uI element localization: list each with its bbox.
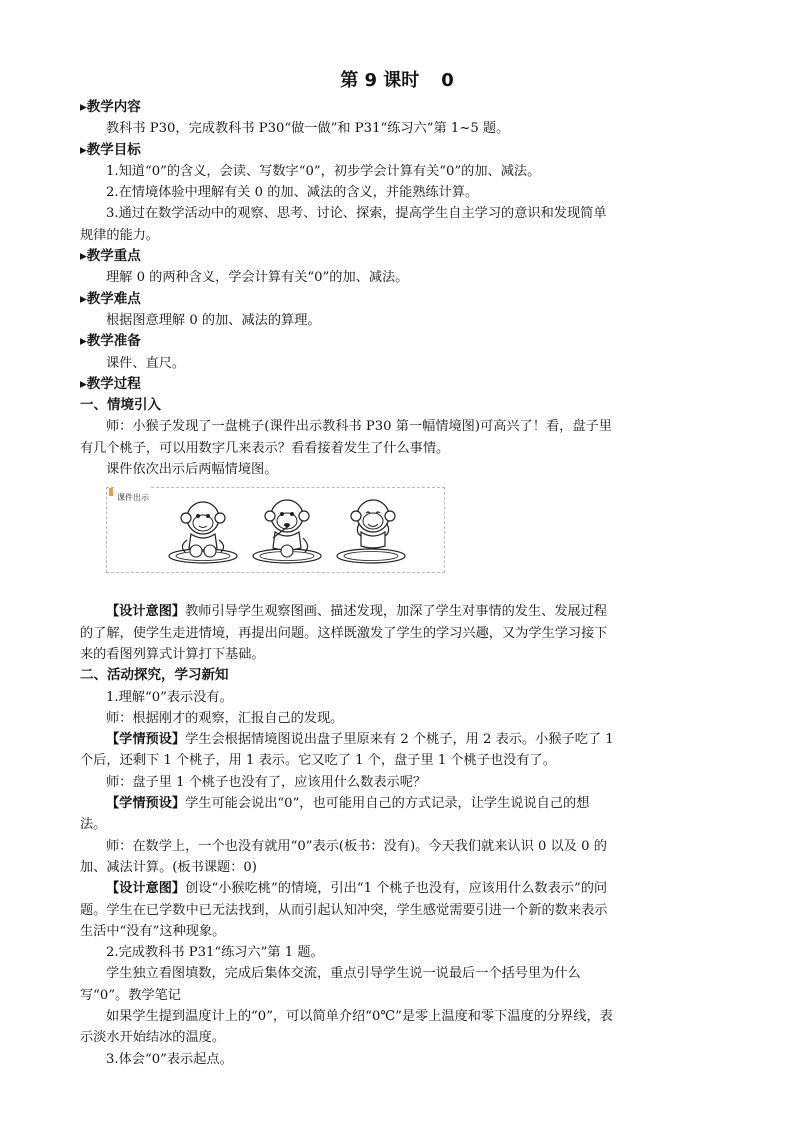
design-intent-tag: 【设计意图】 (106, 881, 186, 897)
label-bar (109, 488, 113, 496)
preset-text: 学生可能会说出“0”，也可能用自己的方式记录，让学生说说自己的想法。 (80, 796, 590, 833)
lesson-content (80, 97, 614, 1070)
key-text: 理解 0 的两种含义，学会计算有关“0”的加、减法。 (106, 270, 409, 286)
courseware-box (106, 487, 445, 573)
step-3: 3.体会“0”表示起点。 (106, 1051, 233, 1067)
preset-1 (80, 729, 614, 772)
monkey-two-peaches-image (165, 496, 241, 568)
step-1: 1.理解“0”表示没有。 (106, 689, 233, 705)
lesson-title: 第 9 课时 (340, 70, 420, 91)
step-2-text: 学生独立看图填数，完成后集体交流，重点引导学生说一说最后一个括号里为什么写“0”。教学笔记 (80, 966, 581, 1003)
paragraph-1: 师：小猴子发现了一盘桃子(课件出示教科书 P30 第一幅情境图)可高兴了！看，盘子里有几个桃子，可以用数字几来表示？看看接着发生了什么事情。 (80, 419, 612, 456)
heading-part2: 二、活动探究，学习新知 (80, 667, 229, 684)
illustration-area (80, 484, 614, 599)
difficulty-text: 根据图意理解 0 的加、减法的算理。 (106, 312, 321, 328)
design-intent-1 (80, 601, 614, 665)
monkey-one-peach-image (249, 496, 325, 568)
step-2: 2.完成教科书 P31“练习六”第 1 题。 (106, 945, 324, 961)
preset-text: 学生会根据情境图说出盘子里原来有 2 个桃子，用 2 表示。小猴子吃了 1 个后，还剩下 1 个桃子，用 1 表示。它又吃了 1 个，盘子里 1 个桃子也没有了。 (80, 732, 614, 769)
heading-process: ▸教学过程 (80, 375, 141, 392)
preset-tag: 【学情预设】 (106, 732, 186, 748)
goal-3: 3.通过在数学活动中的观察、思考、讨论、探索，提高学生自主学习的意识和发现简单规律的能力。 (80, 206, 607, 243)
heading-key: ▸教学重点 (80, 248, 141, 265)
heading-content: ▸教学内容 (80, 99, 141, 115)
design-intent-text: 创设“小猴吃桃”的情境，引出“1 个桃子也没有，应该用什么数表示”的问题。学生在已学数中已无法找到，从而引起认知冲突，学生感觉需要引进一个新的数来表示生活中“没有”这种现象。 (80, 881, 608, 939)
step-1-teacher-2: 师：在数学上，一个也没有就用“0”表示(板书：没有)。今天我们就来认识 0 以及 0 的加、减法计算。(板书课题：0) (80, 838, 607, 875)
paragraph-2: 课件依次出示后两幅情境图。 (106, 462, 278, 478)
page-title (0, 66, 794, 92)
preset-tag: 【学情预设】 (106, 796, 186, 812)
step-1-question: 师：盘子里 1 个桃子也没有了，应该用什么数表示呢？ (106, 774, 427, 790)
goal-2: 2.在情境体验中理解有关 0 的加、减法的含义，并能熟练计算。 (106, 185, 479, 201)
prep-text: 课件、直尺。 (106, 355, 186, 371)
lesson-number: 0 (441, 70, 454, 91)
goal-1: 1.知道“0”的含义，会读、写数字“0”，初步学会计算有关“0”的加、减法。 (106, 163, 541, 179)
heading-difficulty: ▸教学难点 (80, 290, 141, 307)
courseware-label: 课件出示 (115, 487, 151, 508)
design-intent-2 (80, 878, 614, 942)
design-intent-tag: 【设计意图】 (106, 604, 186, 620)
preset-2 (80, 793, 614, 836)
content-text: 教科书 P30，完成教科书 P30“做一做”和 P31“练习六”第 1~5 题。 (106, 121, 510, 137)
design-intent-text: 教师引导学生观察图画、描述发现，加深了学生对事情的发生、发展过程的了解，使学生走进情境，再提出问题。这样既激发了学生的学习兴趣，又为学生学习接下来的看图列算式计算打下基础。 (80, 604, 608, 662)
heading-part1: 一、情境引入 (80, 397, 161, 414)
heading-goals: ▸教学目标 (80, 141, 141, 158)
heading-prep: ▸教学准备 (80, 333, 141, 350)
monkey-empty-plate-image (333, 496, 409, 568)
step-2-text-2: 如果学生提到温度计上的“0”，可以简单介绍“0℃”是零上温度和零下温度的分界线，表示淡水开始结冰的温度。 (80, 1008, 613, 1046)
step-1-teacher: 师：根据刚才的观察，汇报自己的发现。 (106, 710, 344, 726)
